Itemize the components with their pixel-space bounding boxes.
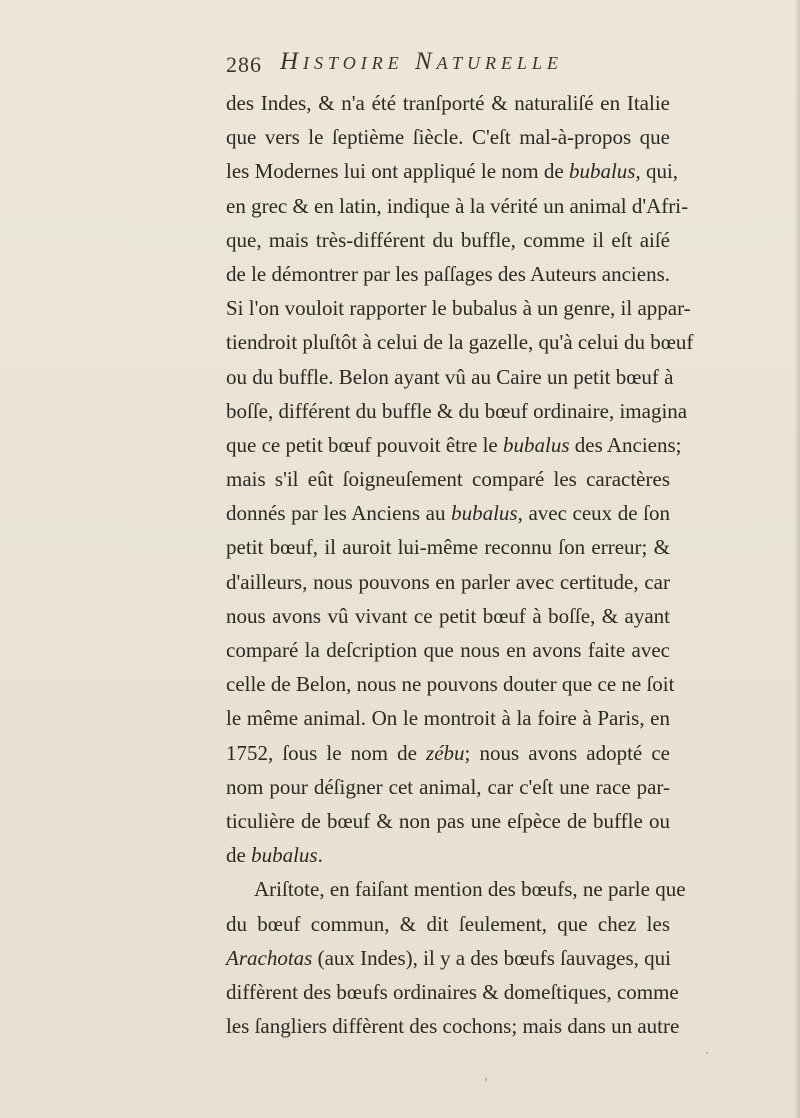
italic-term: bubalus <box>451 501 518 526</box>
text-segment: comparé la deſcription que nous en avons faite avec <box>226 638 670 662</box>
text-line <box>226 428 682 462</box>
text-segment: les Modernes lui ont appliqué le nom de <box>226 159 569 184</box>
text-line <box>226 872 686 906</box>
body-text <box>226 86 694 1043</box>
text-line <box>226 736 670 770</box>
text-line <box>226 291 691 325</box>
text-line <box>226 667 675 701</box>
paper-speck <box>485 1078 487 1081</box>
text-segment: en grec & en latin, indique à la vérité un animal d'Afri- <box>226 193 689 218</box>
text-segment: que ce petit bœuf pouvoit être le <box>226 432 503 457</box>
text-segment: ticulière de bœuf & non pas une eſpèce de buffle ou <box>226 808 670 833</box>
text-segment: le même animal. On le montroit à la foire à Paris, en <box>226 706 670 731</box>
page-number: 286 <box>226 52 262 77</box>
text-line <box>226 120 670 154</box>
text-segment: Si l'on vouloit rapporter le bubalus à un genre, il appar- <box>226 296 691 321</box>
text-segment: boſſe, différent du buffle & du bœuf ordinaire, imagina <box>226 398 688 423</box>
text-line <box>226 975 679 1009</box>
text-segment: de le démontrer par les paſſages des Auteurs anciens. <box>226 261 670 286</box>
text-segment: donnés par les Anciens au <box>226 501 452 526</box>
text-line <box>226 530 670 564</box>
text-line <box>226 189 689 223</box>
running-title: Histoire Naturelle <box>280 48 563 75</box>
text-line <box>226 907 670 941</box>
paper-speck <box>232 1030 235 1033</box>
italic-term: bubalus <box>251 843 318 868</box>
text-segment: nom pour déſigner cet animal, car c'eſt une race par- <box>226 774 670 799</box>
text-segment: des Indes, & n'a été tranſporté & naturaliſé en Italie <box>226 91 670 115</box>
text-line <box>226 770 670 804</box>
text-segment: que vers le ſeptième ſiècle. C'eſt mal-à-propos que <box>226 125 670 150</box>
text-line <box>226 223 670 257</box>
text-line <box>226 599 670 633</box>
text-segment: . <box>317 843 323 868</box>
text-line <box>226 804 670 838</box>
text-segment: les ſangliers diffèrent des cochons; mais dans un autre <box>226 1014 680 1039</box>
text-segment: diffèrent des bœufs ordinaires & domeſtiques, comme <box>226 979 679 1004</box>
text-segment: de <box>226 843 252 868</box>
text-line <box>226 325 694 359</box>
text-line <box>226 86 670 120</box>
text-line <box>226 565 670 599</box>
text-line <box>226 941 670 975</box>
italic-term: zébu <box>426 740 465 765</box>
text-segment: tiendroit pluſtôt à celui de la gazelle, qu'à celui du bœuf <box>226 330 694 355</box>
text-segment: , avec ceux de ſon <box>517 501 670 526</box>
text-line <box>226 154 679 188</box>
italic-term: bubalus <box>503 432 570 457</box>
text-line <box>226 462 670 496</box>
text-line <box>226 633 670 667</box>
text-line <box>226 701 670 735</box>
text-segment: des Anciens; <box>569 432 682 457</box>
text-segment: du bœuf commun, & dit ſeulement, que chez les <box>226 911 670 936</box>
paper-speck <box>706 1052 708 1054</box>
text-segment: petit bœuf, il auroit lui-même reconnu ſon erreur; & <box>226 535 670 560</box>
text-segment: mais s'il eût ſoigneuſement comparé les caractères <box>226 467 670 492</box>
italic-term: bubalus <box>568 159 636 184</box>
text-line <box>226 838 670 872</box>
text-segment: d'ailleurs, nous pouvons en parler avec certitude, car <box>226 569 670 594</box>
text-line <box>226 257 670 291</box>
text-segment: , qui, <box>635 159 679 184</box>
text-line <box>226 1009 680 1043</box>
text-segment: Ariſtote, en faiſant mention des bœufs, ne parle que <box>254 877 686 902</box>
text-segment: 1752, ſous le nom de <box>226 740 427 765</box>
page-edge-shadow <box>794 0 800 1118</box>
text-line <box>226 496 670 530</box>
text-segment: ; nous avons adopté ce <box>464 740 670 765</box>
text-segment: celle de Belon, nous ne pouvons douter que ce ne ſoit <box>226 672 675 697</box>
italic-term: Arachotas <box>226 945 313 970</box>
text-segment: que, mais très-différent du buffle, comme il eſt aiſé <box>226 227 670 252</box>
text-segment: (aux Indes), il y a des bœufs ſauvages, qui <box>312 945 671 970</box>
page-header <box>226 48 666 88</box>
text-line <box>226 394 688 428</box>
text-segment: nous avons vû vivant ce petit bœuf à boſſe, & ayant <box>226 603 670 628</box>
text-segment: ou du buffle. Belon ayant vû au Caire un petit bœuf à <box>226 364 674 389</box>
text-line <box>226 360 674 394</box>
